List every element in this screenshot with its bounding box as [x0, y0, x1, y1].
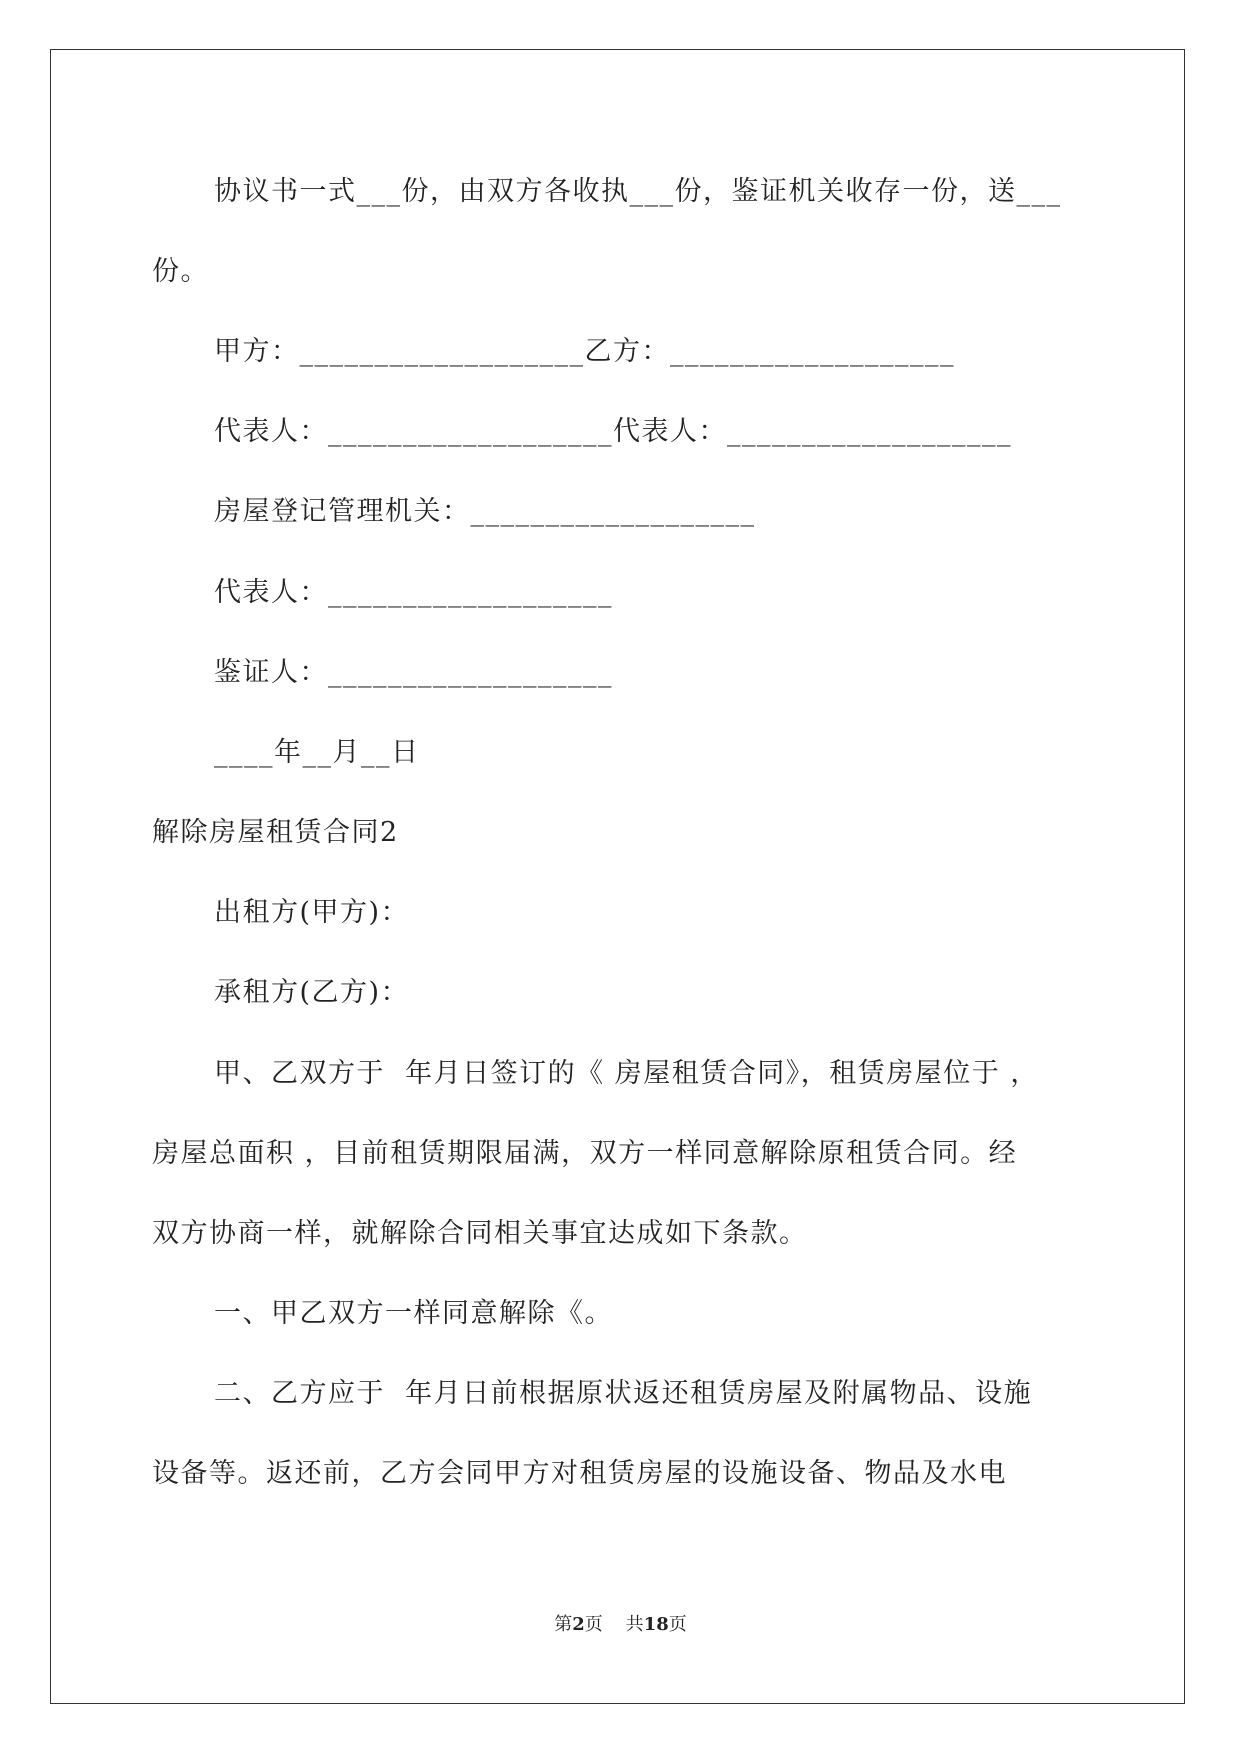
page-footer: [0, 1613, 1241, 1637]
paragraph-copies-line2: 份。: [152, 256, 209, 287]
page-border: [50, 49, 1185, 1704]
total-pages: 18: [643, 1614, 669, 1635]
lessee-line: 承租方(乙方)：: [214, 977, 410, 1008]
preamble-line2: 房屋总面积 ，目前租赁期限届满，双方一样同意解除原租赁合同。经: [152, 1138, 1018, 1169]
signature-registration-authority: 房屋登记管理机关：___________________: [214, 496, 756, 527]
page-suffix: 页: [584, 1614, 603, 1635]
preamble-line3: 双方协商一样，就解除合同相关事宜达成如下条款。: [152, 1218, 808, 1249]
signature-authority-representative: 代表人：___________________: [214, 577, 613, 608]
clause-one: 一、甲乙双方一样同意解除《。: [214, 1298, 613, 1329]
total-suffix: 页: [668, 1614, 687, 1635]
signature-witness: 鉴证人：___________________: [214, 657, 613, 688]
page-prefix: 第: [554, 1614, 573, 1635]
clause-two-line2: 设备等。返还前，乙方会同甲方对租赁房屋的设施设备、物品及水电: [152, 1458, 1007, 1489]
paragraph-copies-line1: 协议书一式___份，由双方各收执___份，鉴证机关收存一份，送___: [214, 176, 1062, 207]
signature-representatives: 代表人：___________________代表人：___________________: [214, 416, 1012, 447]
total-prefix: 共: [625, 1614, 644, 1635]
signature-party-a-b: 甲方：___________________乙方：___________________: [214, 336, 955, 367]
preamble-line1: 甲、乙双方于 年月日签订的《 房屋租赁合同》，租赁房屋位于 ，: [214, 1058, 1039, 1089]
page-number: 2: [572, 1614, 585, 1635]
lessor-line: 出租方(甲方)：: [214, 897, 410, 928]
signature-date: ____年__月__日: [214, 737, 420, 768]
section-title: 解除房屋租赁合同2: [152, 817, 399, 848]
clause-two-line1: 二、乙方应于 年月日前根据原状返还租赁房屋及附属物品、设施: [214, 1378, 1033, 1409]
